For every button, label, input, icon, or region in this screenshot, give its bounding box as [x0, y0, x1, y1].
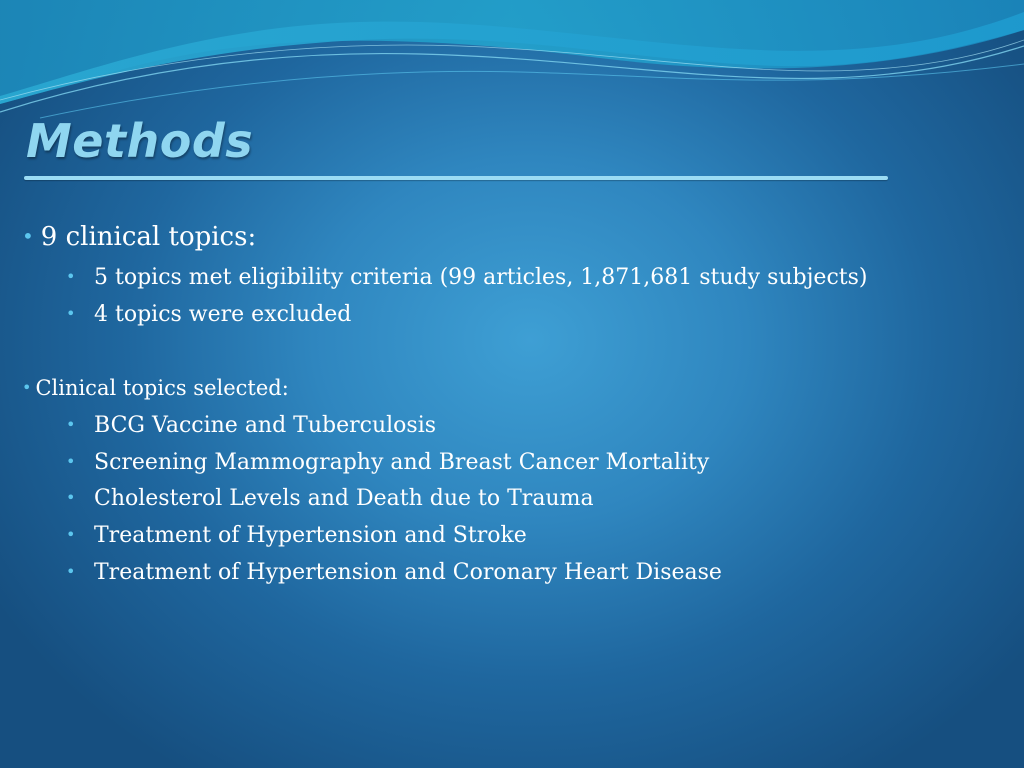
list-item	[66, 413, 436, 438]
bullet-icon: •	[66, 304, 76, 323]
list-item	[66, 486, 594, 511]
section-heading-2	[22, 376, 289, 400]
list-item-text: Cholesterol Levels and Death due to Trauma	[94, 486, 594, 511]
section-heading-text: Clinical topics selected:	[35, 376, 289, 400]
list-item-text: Treatment of Hypertension and Stroke	[94, 523, 527, 548]
bullet-icon: •	[22, 224, 34, 248]
list-item	[66, 302, 351, 327]
bullet-icon: •	[66, 488, 76, 507]
bullet-icon: •	[66, 452, 76, 471]
list-item	[66, 265, 868, 290]
slide-title: Methods	[26, 114, 254, 168]
list-item-text: BCG Vaccine and Tuberculosis	[94, 413, 437, 438]
bullet-icon: •	[66, 267, 76, 286]
list-item-text: 4 topics were excluded	[94, 302, 352, 327]
list-item	[66, 450, 709, 475]
bullet-icon: •	[22, 378, 32, 397]
bullet-icon: •	[66, 415, 76, 434]
list-item	[66, 523, 527, 548]
list-item-text: Screening Mammography and Breast Cancer Mortality	[94, 450, 710, 475]
bullet-icon: •	[66, 562, 76, 581]
list-item-text: 5 topics met eligibility criteria (99 articles, 1,871,681 study subjects)	[94, 265, 868, 290]
section-heading-1	[22, 222, 256, 252]
bullet-icon: •	[66, 525, 76, 544]
list-item	[66, 560, 722, 585]
section-heading-text: 9 clinical topics:	[40, 222, 257, 252]
list-item-text: Treatment of Hypertension and Coronary Heart Disease	[94, 560, 722, 585]
